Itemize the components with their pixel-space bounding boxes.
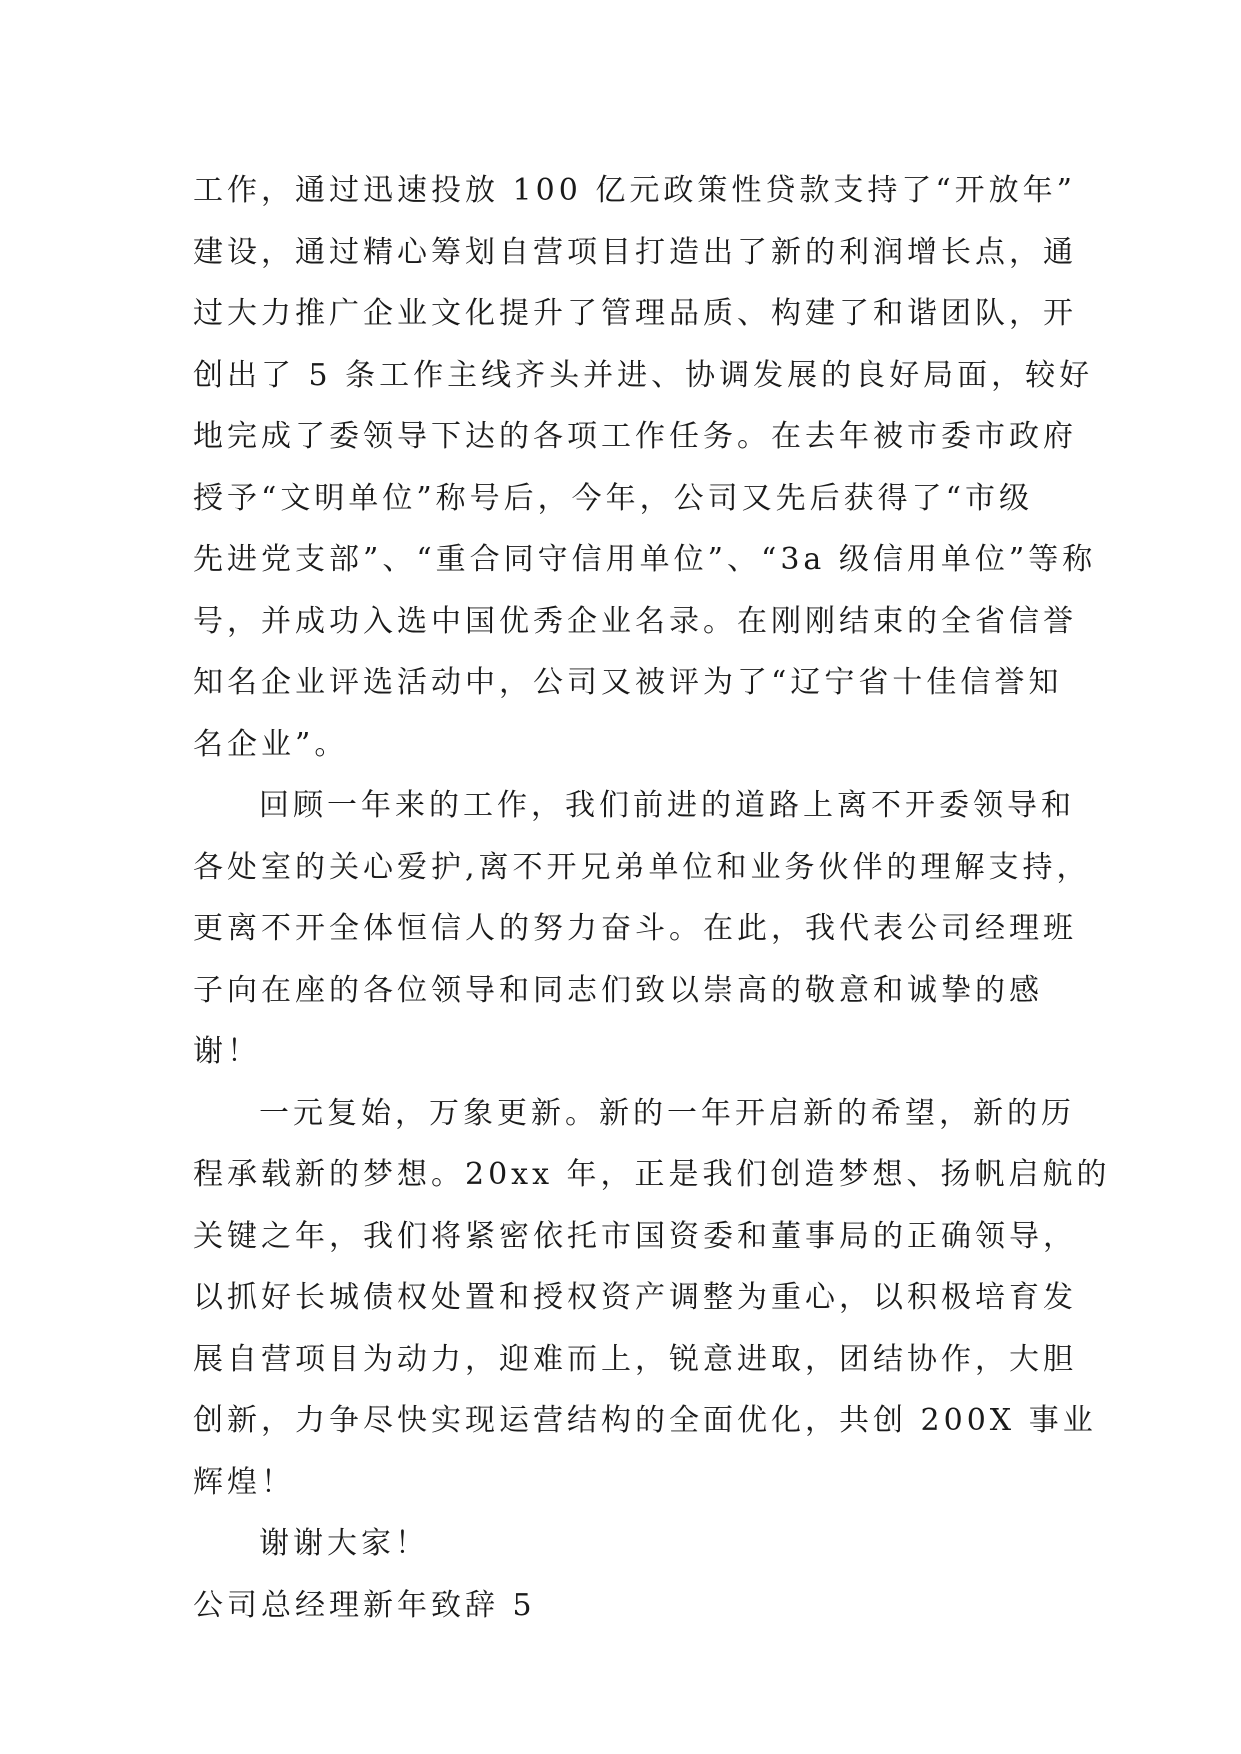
text-line: 展自营项目为动力，迎难而上，锐意进取，团结协作，大胆 bbox=[193, 1341, 1077, 1377]
text-line: 关键之年，我们将紧密依托市国资委和董事局的正确领导， bbox=[193, 1218, 1077, 1254]
text-line: 子向在座的各位领导和同志们致以崇高的敬意和诚挚的感 bbox=[193, 972, 1043, 1008]
text-line: 谢！ bbox=[193, 1034, 261, 1069]
closing-paragraph bbox=[193, 1513, 1053, 1575]
paragraph bbox=[193, 160, 1097, 775]
text-line: 一元复始，万象更新。新的一年开启新的希望，新的历 bbox=[259, 1095, 1075, 1131]
heading-line: 公司总经理新年致辞 5 bbox=[193, 1587, 536, 1623]
text-line: 更离不开全体恒信人的努力奋斗。在此，我代表公司经理班 bbox=[193, 911, 1077, 946]
text-line: 先进党支部”、“重合同守信用单位”、“3a 级信用单位”等称 bbox=[193, 542, 1097, 577]
text-line: 授予“文明单位”称号后，今年，公司又先后获得了“市级 bbox=[193, 480, 1034, 516]
text-line: 号，并成功入选中国优秀企业名录。在刚刚结束的全省信誉 bbox=[193, 603, 1077, 639]
text-line: 建设，通过精心筹划自营项目打造出了新的利润增长点，通 bbox=[193, 234, 1077, 270]
text-line: 回顾一年来的工作，我们前进的道路上离不开委领导和 bbox=[259, 788, 1075, 823]
paragraph bbox=[193, 775, 1091, 1083]
text-line: 创出了 5 条工作主线齐头并进、协调发展的良好局面，较好 bbox=[193, 357, 1094, 393]
text-line: 辉煌！ bbox=[193, 1464, 295, 1500]
text-line: 过大力推广企业文化提升了管理品质、构建了和谐团队，开 bbox=[193, 296, 1077, 331]
text-line: 各处室的关心爱护,离不开兄弟单位和业务伙伴的理解支持， bbox=[193, 849, 1091, 885]
section-heading bbox=[193, 1575, 1053, 1637]
text-line: 名企业”。 bbox=[193, 726, 349, 762]
text-line: 谢谢大家！ bbox=[259, 1526, 429, 1561]
text-line: 以抓好长城债权处置和授权资产调整为重心，以积极培育发 bbox=[193, 1280, 1077, 1315]
paragraph bbox=[193, 1083, 1111, 1514]
text-line: 知名企业评选活动中，公司又被评为了“辽宁省十佳信誉知 bbox=[193, 665, 1063, 700]
text-line: 创新，力争尽快实现运营结构的全面优化，共创 200X 事业 bbox=[193, 1403, 1097, 1438]
text-line: 工作，通过迅速投放 100 亿元政策性贷款支持了“开放年” bbox=[193, 173, 1077, 208]
text-line: 程承载新的梦想。20xx 年，正是我们创造梦想、扬帆启航的 bbox=[193, 1157, 1111, 1192]
document-body bbox=[193, 160, 1111, 1636]
text-line: 地完成了委领导下达的各项工作任务。在去年被市委市政府 bbox=[193, 419, 1077, 454]
